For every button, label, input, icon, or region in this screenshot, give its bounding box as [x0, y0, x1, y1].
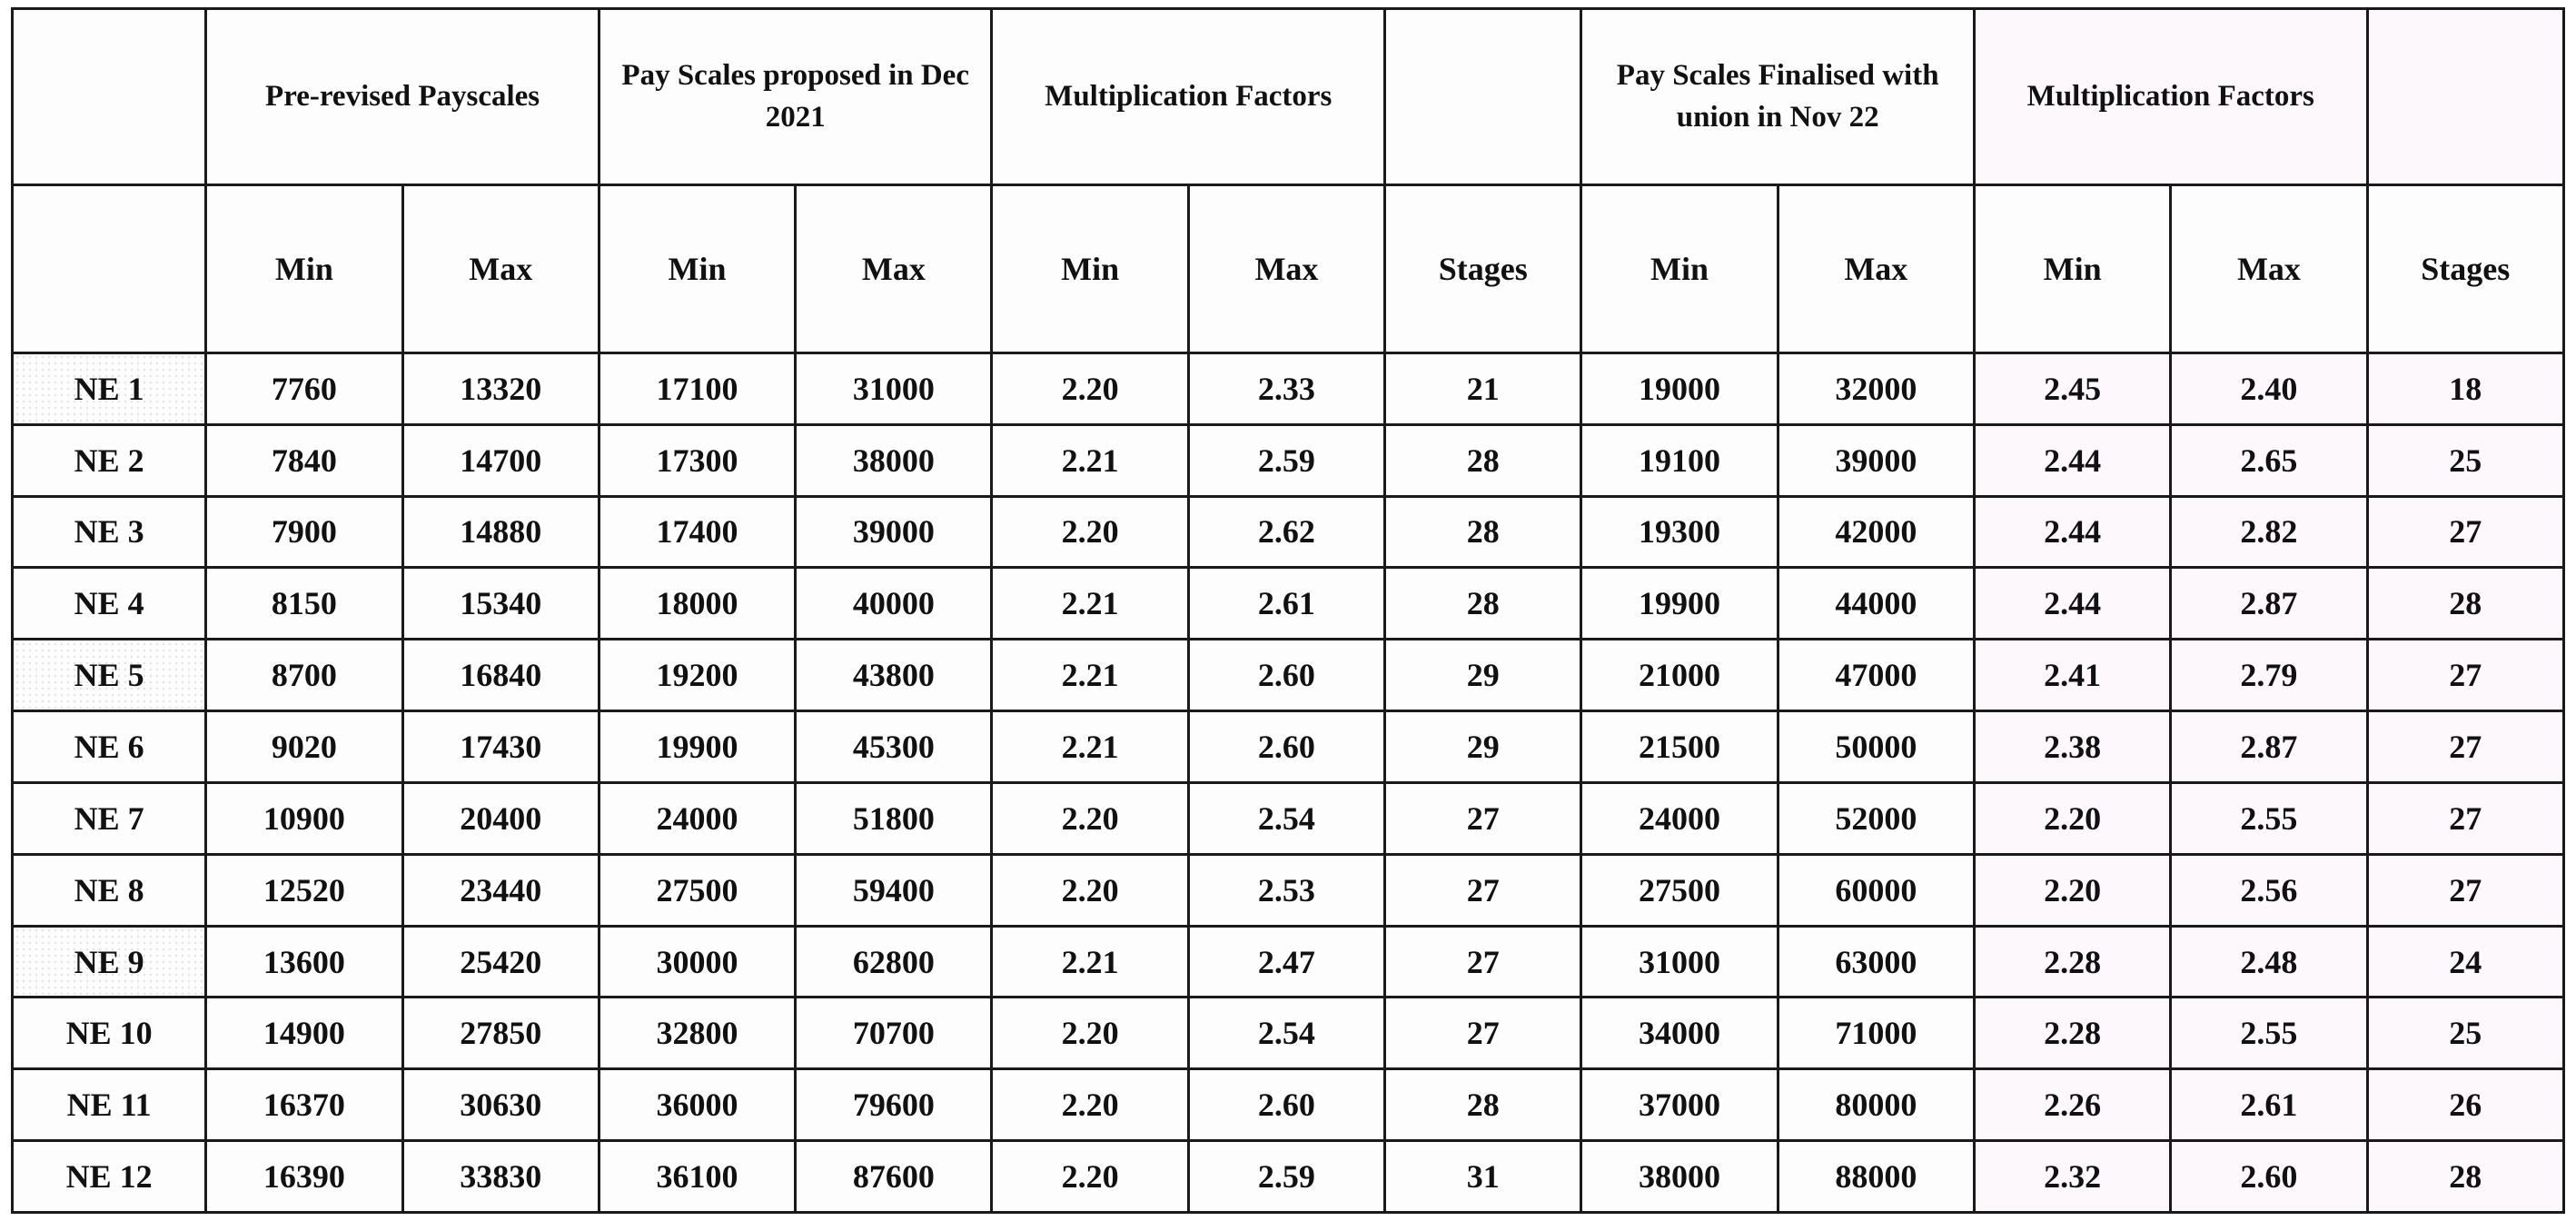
table-cell: 2.62 — [1188, 496, 1384, 568]
header-pay-scales-finalised — [1581, 9, 1975, 185]
table-cell: 18000 — [599, 568, 795, 640]
table-row — [13, 926, 2564, 998]
table-cell: 2.32 — [1974, 1141, 2170, 1213]
table-cell: 27 — [1385, 926, 1581, 998]
table-cell: 2.60 — [1188, 711, 1384, 783]
sub-header-cell: Max — [1188, 184, 1384, 352]
table-cell: 20400 — [402, 782, 599, 854]
row-label-cell: NE 4 — [13, 568, 206, 640]
table-cell: 2.41 — [1974, 640, 2170, 711]
table-cell: 52000 — [1778, 782, 1974, 854]
sub-header-cell: Stages — [2367, 184, 2563, 352]
table-cell: 19300 — [1581, 496, 1778, 568]
table-cell: 14700 — [402, 424, 599, 496]
table-cell: 2.20 — [1974, 854, 2170, 926]
table-cell: 28 — [1385, 496, 1581, 568]
sub-header-corner — [13, 184, 206, 352]
table-cell: 27 — [2367, 854, 2563, 926]
sub-header-cell: Min — [1974, 184, 2170, 352]
table-cell: 28 — [2367, 568, 2563, 640]
table-cell: 2.44 — [1974, 424, 2170, 496]
row-label-cell: NE 3 — [13, 496, 206, 568]
table-cell: 39000 — [796, 496, 992, 568]
payscale-table — [11, 7, 2565, 1214]
document-page — [11, 7, 2565, 1214]
table-cell: 70700 — [796, 998, 992, 1069]
table-row — [13, 1141, 2564, 1213]
sub-header-cell: Min — [206, 184, 402, 352]
table-cell: 2.54 — [1188, 782, 1384, 854]
table-cell: 2.59 — [1188, 1141, 1384, 1213]
header-label: Pay Scales proposed in Dec 2021 — [621, 59, 969, 134]
header-stages-blank-1 — [1385, 9, 1581, 185]
header-pay-scales-proposed — [599, 9, 992, 185]
table-cell: 36000 — [599, 1069, 795, 1141]
sub-header-cell: Max — [1778, 184, 1974, 352]
table-cell: 2.20 — [992, 854, 1188, 926]
table-cell: 27 — [2367, 711, 2563, 783]
table-cell: 2.55 — [2171, 998, 2367, 1069]
table-cell: 10900 — [206, 782, 402, 854]
table-cell: 63000 — [1778, 926, 1974, 998]
table-cell: 21000 — [1581, 640, 1778, 711]
table-cell: 19000 — [1581, 352, 1778, 424]
header-multiplication-factors-1 — [992, 9, 1385, 185]
table-cell: 2.21 — [992, 424, 1188, 496]
table-cell: 32800 — [599, 998, 795, 1069]
table-cell: 30630 — [402, 1069, 599, 1141]
table-cell: 19900 — [599, 711, 795, 783]
table-cell: 2.87 — [2171, 568, 2367, 640]
table-cell: 2.26 — [1974, 1069, 2170, 1141]
sub-header-row — [13, 184, 2564, 352]
table-cell: 14880 — [402, 496, 599, 568]
table-cell: 19200 — [599, 640, 795, 711]
table-cell: 31000 — [796, 352, 992, 424]
table-cell: 27500 — [1581, 854, 1778, 926]
table-cell: 24000 — [599, 782, 795, 854]
table-cell: 28 — [1385, 568, 1581, 640]
table-cell: 39000 — [1778, 424, 1974, 496]
table-cell: 47000 — [1778, 640, 1974, 711]
table-cell: 2.40 — [2171, 352, 2367, 424]
table-cell: 87600 — [796, 1141, 992, 1213]
table-cell: 24 — [2367, 926, 2563, 998]
table-cell: 2.20 — [992, 998, 1188, 1069]
table-cell: 59400 — [796, 854, 992, 926]
table-cell: 2.20 — [992, 1069, 1188, 1141]
table-cell: 27 — [2367, 782, 2563, 854]
header-label: Pay Scales Finalised with union in Nov 22 — [1616, 59, 1939, 134]
sub-header-cell: Min — [599, 184, 795, 352]
table-cell: 17100 — [599, 352, 795, 424]
table-cell: 31000 — [1581, 926, 1778, 998]
header-multiplication-factors-2 — [1974, 9, 2367, 185]
table-cell: 40000 — [796, 568, 992, 640]
table-cell: 2.60 — [2171, 1141, 2367, 1213]
table-cell: 2.20 — [992, 496, 1188, 568]
row-label-cell: NE 6 — [13, 711, 206, 783]
table-cell: 32000 — [1778, 352, 1974, 424]
table-cell: 2.65 — [2171, 424, 2367, 496]
table-cell: 2.79 — [2171, 640, 2367, 711]
table-cell: 50000 — [1778, 711, 1974, 783]
table-cell: 2.20 — [992, 1141, 1188, 1213]
sub-header-cell: Min — [992, 184, 1188, 352]
table-cell: 17400 — [599, 496, 795, 568]
table-cell: 17430 — [402, 711, 599, 783]
table-cell: 38000 — [796, 424, 992, 496]
row-label-cell: NE 10 — [13, 998, 206, 1069]
table-cell: 88000 — [1778, 1141, 1974, 1213]
table-cell: 2.44 — [1974, 496, 2170, 568]
row-label-cell: NE 8 — [13, 854, 206, 926]
table-cell: 21 — [1385, 352, 1581, 424]
table-cell: 27 — [2367, 496, 2563, 568]
table-cell: 27 — [1385, 854, 1581, 926]
table-cell: 2.44 — [1974, 568, 2170, 640]
table-cell: 2.20 — [1974, 782, 2170, 854]
table-cell: 38000 — [1581, 1141, 1778, 1213]
table-cell: 12520 — [206, 854, 402, 926]
table-cell: 2.21 — [992, 640, 1188, 711]
table-cell: 30000 — [599, 926, 795, 998]
row-label-cell: NE 7 — [13, 782, 206, 854]
table-cell: 45300 — [796, 711, 992, 783]
table-cell: 17300 — [599, 424, 795, 496]
table-cell: 2.21 — [992, 926, 1188, 998]
table-cell: 33830 — [402, 1141, 599, 1213]
group-header-row — [13, 9, 2564, 185]
table-row — [13, 854, 2564, 926]
header-pre-revised-payscales — [206, 9, 599, 185]
table-cell: 34000 — [1581, 998, 1778, 1069]
table-cell: 2.20 — [992, 782, 1188, 854]
sub-header-cell: Stages — [1385, 184, 1581, 352]
table-cell: 25 — [2367, 998, 2563, 1069]
table-cell: 2.60 — [1188, 1069, 1384, 1141]
table-cell: 29 — [1385, 640, 1581, 711]
table-cell: 51800 — [796, 782, 992, 854]
table-cell: 71000 — [1778, 998, 1974, 1069]
table-cell: 27 — [1385, 998, 1581, 1069]
table-cell: 15340 — [402, 568, 599, 640]
table-cell: 2.28 — [1974, 926, 2170, 998]
table-cell: 2.55 — [2171, 782, 2367, 854]
table-cell: 29 — [1385, 711, 1581, 783]
table-cell: 42000 — [1778, 496, 1974, 568]
corner-cell — [13, 9, 206, 185]
sub-header-cell: Max — [796, 184, 992, 352]
table-cell: 60000 — [1778, 854, 1974, 926]
table-cell: 28 — [1385, 424, 1581, 496]
table-cell: 25420 — [402, 926, 599, 998]
table-cell: 2.82 — [2171, 496, 2367, 568]
row-label-cell: NE 11 — [13, 1069, 206, 1141]
table-cell: 9020 — [206, 711, 402, 783]
table-cell: 2.20 — [992, 352, 1188, 424]
table-cell: 2.28 — [1974, 998, 2170, 1069]
table-cell: 36100 — [599, 1141, 795, 1213]
sub-header-cell: Max — [402, 184, 599, 352]
table-cell: 2.61 — [2171, 1069, 2367, 1141]
table-cell: 16840 — [402, 640, 599, 711]
table-cell: 62800 — [796, 926, 992, 998]
table-cell: 2.33 — [1188, 352, 1384, 424]
sub-header-cell: Min — [1581, 184, 1778, 352]
table-cell: 24000 — [1581, 782, 1778, 854]
table-cell: 7760 — [206, 352, 402, 424]
table-cell: 7840 — [206, 424, 402, 496]
table-cell: 2.54 — [1188, 998, 1384, 1069]
table-cell: 2.21 — [992, 568, 1188, 640]
table-cell: 2.61 — [1188, 568, 1384, 640]
table-cell: 7900 — [206, 496, 402, 568]
row-label-cell: NE 12 — [13, 1141, 206, 1213]
table-cell: 2.87 — [2171, 711, 2367, 783]
table-cell: 2.45 — [1974, 352, 2170, 424]
table-cell: 2.47 — [1188, 926, 1384, 998]
table-cell: 8700 — [206, 640, 402, 711]
table-cell: 19100 — [1581, 424, 1778, 496]
table-cell: 80000 — [1778, 1069, 1974, 1141]
row-label-cell: NE 2 — [13, 424, 206, 496]
table-cell: 28 — [1385, 1069, 1581, 1141]
table-cell: 21500 — [1581, 711, 1778, 783]
table-cell: 13600 — [206, 926, 402, 998]
table-row — [13, 711, 2564, 783]
table-cell: 2.59 — [1188, 424, 1384, 496]
table-row — [13, 998, 2564, 1069]
table-cell: 2.48 — [2171, 926, 2367, 998]
table-cell: 43800 — [796, 640, 992, 711]
table-cell: 16370 — [206, 1069, 402, 1141]
table-cell: 79600 — [796, 1069, 992, 1141]
header-label: Multiplication Factors — [2026, 80, 2314, 114]
row-label-cell: NE 1 — [13, 352, 206, 424]
table-cell: 2.21 — [992, 711, 1188, 783]
table-cell: 2.53 — [1188, 854, 1384, 926]
table-cell: 23440 — [402, 854, 599, 926]
row-label-cell: NE 5 — [13, 640, 206, 711]
table-row — [13, 496, 2564, 568]
table-row — [13, 352, 2564, 424]
table-cell: 13320 — [402, 352, 599, 424]
table-cell: 27850 — [402, 998, 599, 1069]
header-stages-blank-2 — [2367, 9, 2563, 185]
table-row — [13, 1069, 2564, 1141]
table-cell: 18 — [2367, 352, 2563, 424]
table-row — [13, 424, 2564, 496]
table-row — [13, 640, 2564, 711]
table-cell: 28 — [2367, 1141, 2563, 1213]
table-cell: 31 — [1385, 1141, 1581, 1213]
table-cell: 25 — [2367, 424, 2563, 496]
table-cell: 16390 — [206, 1141, 402, 1213]
table-row — [13, 782, 2564, 854]
table-row — [13, 568, 2564, 640]
table-cell: 27 — [1385, 782, 1581, 854]
table-cell: 44000 — [1778, 568, 1974, 640]
header-label: Pre-revised Payscales — [265, 80, 540, 114]
table-cell: 2.56 — [2171, 854, 2367, 926]
table-cell: 37000 — [1581, 1069, 1778, 1141]
table-cell: 2.38 — [1974, 711, 2170, 783]
sub-header-cell: Max — [2171, 184, 2367, 352]
row-label-cell: NE 9 — [13, 926, 206, 998]
header-label: Multiplication Factors — [1045, 80, 1333, 114]
table-cell: 19900 — [1581, 568, 1778, 640]
table-cell: 14900 — [206, 998, 402, 1069]
table-cell: 27 — [2367, 640, 2563, 711]
table-cell: 26 — [2367, 1069, 2563, 1141]
table-cell: 2.60 — [1188, 640, 1384, 711]
table-cell: 27500 — [599, 854, 795, 926]
table-cell: 8150 — [206, 568, 402, 640]
